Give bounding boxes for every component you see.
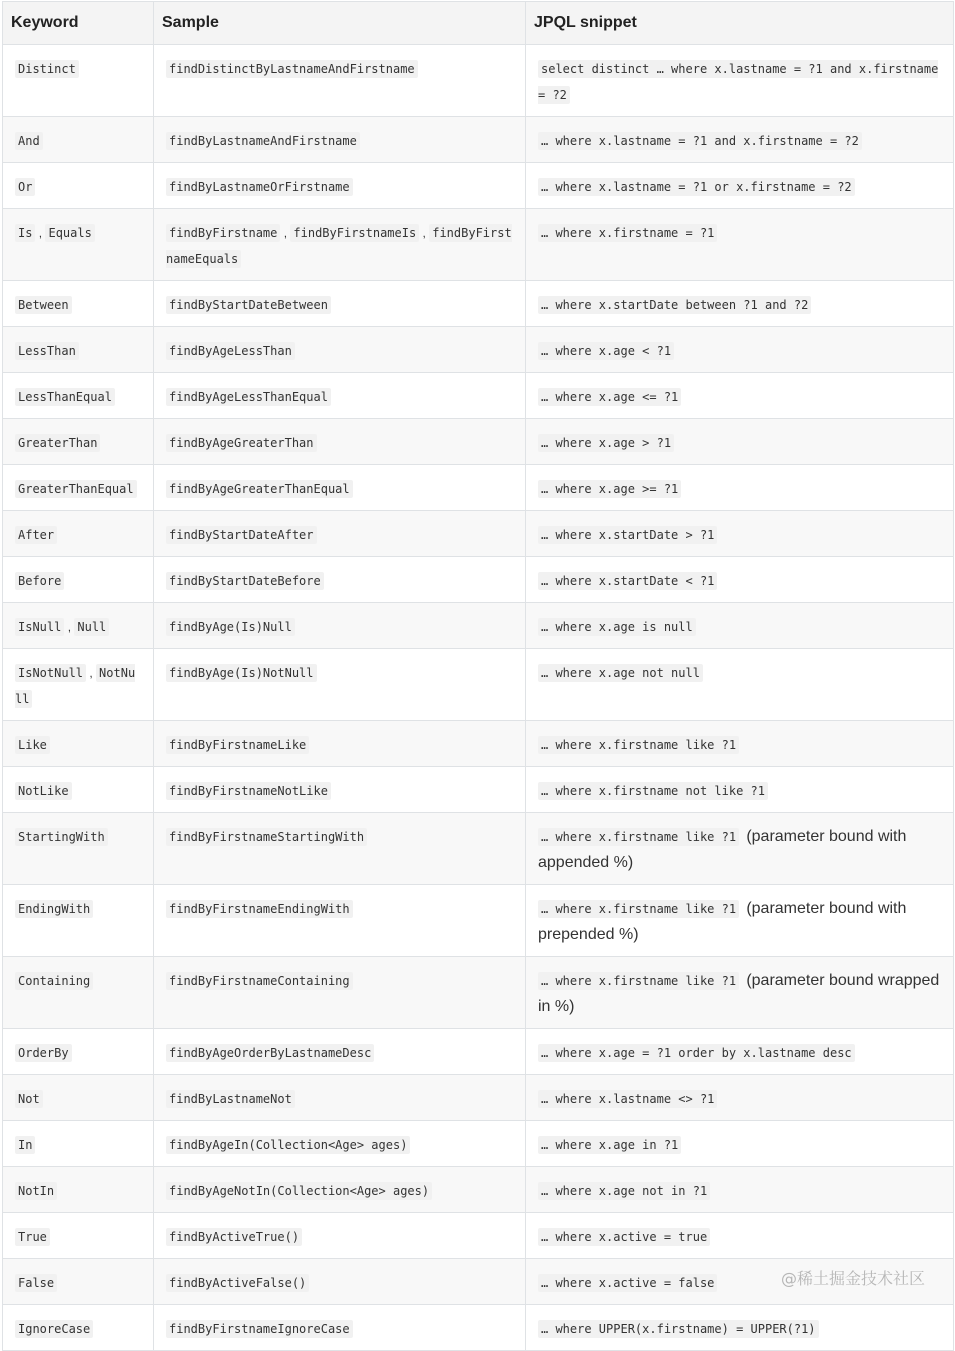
jpql-snippet-code: … where x.age is null: [538, 618, 696, 636]
sample-code: findByFirstnameEquals: [166, 226, 512, 266]
sample-code: findDistinctByLastnameAndFirstname: [166, 60, 418, 78]
keyword-code: GreaterThanEqual: [15, 480, 137, 498]
keyword-cell: [3, 163, 154, 209]
table-row: [3, 209, 954, 281]
keyword-code: Equals: [45, 224, 94, 242]
sample-code: findByFirstnameIgnoreCase: [166, 1320, 353, 1338]
keyword-code: Is: [15, 224, 35, 242]
table-row: [3, 1167, 954, 1213]
keyword-code: Distinct: [15, 60, 79, 78]
table-row: [3, 603, 954, 649]
keyword-cell: [3, 813, 154, 885]
jpql-snippet-cell: [526, 373, 954, 419]
keyword-code: Like: [15, 736, 50, 754]
keyword-cell: [3, 511, 154, 557]
table-row: [3, 885, 954, 957]
keyword-cell: [3, 327, 154, 373]
sample-code: findByStartDateBefore: [166, 572, 324, 590]
separator: ,: [86, 666, 97, 680]
table-row: [3, 957, 954, 1029]
jpql-snippet-code: … where x.firstname not like ?1: [538, 782, 768, 800]
jpql-snippet-code: … where x.active = false: [538, 1274, 717, 1292]
keyword-cell: [3, 603, 154, 649]
jpql-snippet-cell: [526, 649, 954, 721]
sample-code: findByAgeIn(Collection<Age> ages): [166, 1136, 410, 1154]
sample-cell: [154, 465, 526, 511]
keyword-cell: [3, 1075, 154, 1121]
jpql-snippet-code: … where x.age in ?1: [538, 1136, 681, 1154]
jpql-snippet-cell: [526, 1167, 954, 1213]
table-row: [3, 1075, 954, 1121]
table-row: [3, 721, 954, 767]
sample-code: findByFirstnameContaining: [166, 972, 353, 990]
keyword-code: OrderBy: [15, 1044, 72, 1062]
sample-code: findByFirstnameStartingWith: [166, 828, 367, 846]
sample-cell: [154, 767, 526, 813]
jpql-snippet-cell: [526, 163, 954, 209]
sample-cell: [154, 813, 526, 885]
sample-cell: [154, 1259, 526, 1305]
sample-cell: [154, 163, 526, 209]
keyword-code: Containing: [15, 972, 93, 990]
separator: ,: [280, 226, 291, 240]
jpql-snippet-cell: [526, 511, 954, 557]
table-row: [3, 465, 954, 511]
keyword-code: Not: [15, 1090, 43, 1108]
keyword-code: In: [15, 1136, 35, 1154]
keyword-code: LessThan: [15, 342, 79, 360]
jpql-snippet-code: … where x.age >= ?1: [538, 480, 681, 498]
table-row: [3, 1213, 954, 1259]
keyword-cell: [3, 419, 154, 465]
table-row: [3, 511, 954, 557]
jpql-snippet-code: select distinct … where x.lastname = ?1 and x.firstname = ?2: [538, 62, 939, 102]
keyword-cell: [3, 1305, 154, 1351]
keyword-cell: [3, 209, 154, 281]
table-row: [3, 373, 954, 419]
snippet-note: (parameter bound with prepended %): [538, 900, 907, 943]
keyword-cell: [3, 465, 154, 511]
sample-code: findByStartDateBetween: [166, 296, 331, 314]
table-row: [3, 1029, 954, 1075]
table-row: [3, 117, 954, 163]
keyword-cell: [3, 957, 154, 1029]
jpql-snippet-code: … where x.age < ?1: [538, 342, 674, 360]
sample-code: findByFirstnameLike: [166, 736, 309, 754]
keyword-code: And: [15, 132, 43, 150]
jpql-snippet-cell: [526, 603, 954, 649]
table-row: [3, 419, 954, 465]
table-row: [3, 767, 954, 813]
sample-cell: [154, 209, 526, 281]
keyword-cell: [3, 767, 154, 813]
jpql-snippet-code: … where x.age not in ?1: [538, 1182, 710, 1200]
keyword-cell: [3, 45, 154, 117]
sample-code: findByAge(Is)Null: [166, 618, 295, 636]
jpql-snippet-code: … where x.age not null: [538, 664, 703, 682]
keyword-code: IsNull: [15, 618, 64, 636]
jpql-snippet-cell: [526, 813, 954, 885]
table-body: [3, 45, 954, 1351]
jpql-snippet-code: … where x.lastname = ?1 or x.firstname = ?2: [538, 178, 855, 196]
keyword-code: Or: [15, 178, 35, 196]
sample-cell: [154, 117, 526, 163]
keyword-cell: [3, 281, 154, 327]
keyword-code: NotLike: [15, 782, 72, 800]
separator: ,: [64, 620, 75, 634]
keyword-code: GreaterThan: [15, 434, 100, 452]
keyword-cell: [3, 885, 154, 957]
jpql-snippet-cell: [526, 327, 954, 373]
sample-code: findByFirstnameNotLike: [166, 782, 331, 800]
keyword-code: NotNull: [15, 666, 136, 706]
sample-code: findByActiveTrue(): [166, 1228, 302, 1246]
jpql-snippet-cell: [526, 885, 954, 957]
keyword-code: LessThanEqual: [15, 388, 115, 406]
sample-code: findByLastnameAndFirstname: [166, 132, 360, 150]
sample-code: findByAgeLessThan: [166, 342, 295, 360]
separator: ,: [419, 226, 430, 240]
jpql-snippet-code: … where x.firstname like ?1: [538, 900, 739, 918]
sample-cell: [154, 885, 526, 957]
keyword-cell: [3, 1121, 154, 1167]
sample-code: findByFirstnameEndingWith: [166, 900, 353, 918]
sample-cell: [154, 721, 526, 767]
jpql-snippet-code: … where x.lastname = ?1 and x.firstname = ?2: [538, 132, 862, 150]
keyword-cell: [3, 117, 154, 163]
sample-cell: [154, 1121, 526, 1167]
jpql-snippet-cell: [526, 465, 954, 511]
keyword-cell: [3, 649, 154, 721]
table-row: [3, 45, 954, 117]
jpql-snippet-code: … where x.age > ?1: [538, 434, 674, 452]
keyword-cell: [3, 1259, 154, 1305]
keyword-code: IsNotNull: [15, 664, 86, 682]
jpql-snippet-code: … where UPPER(x.firstname) = UPPER(?1): [538, 1320, 819, 1338]
sample-code: findByAgeGreaterThan: [166, 434, 317, 452]
sample-cell: [154, 327, 526, 373]
sample-cell: [154, 1075, 526, 1121]
keyword-code: StartingWith: [15, 828, 108, 846]
sample-code: findByAgeGreaterThanEqual: [166, 480, 353, 498]
jpql-snippet-cell: [526, 45, 954, 117]
jpql-snippet-code: … where x.lastname <> ?1: [538, 1090, 717, 1108]
table-header-row: [3, 2, 954, 45]
sample-cell: [154, 957, 526, 1029]
jpql-snippet-cell: [526, 767, 954, 813]
sample-cell: [154, 649, 526, 721]
keyword-cell: [3, 1029, 154, 1075]
jpql-snippet-code: … where x.active = true: [538, 1228, 710, 1246]
jpql-snippet-code: … where x.startDate between ?1 and ?2: [538, 296, 811, 314]
sample-code: findByActiveFalse(): [166, 1274, 309, 1292]
sample-cell: [154, 373, 526, 419]
sample-code: findByAgeOrderByLastnameDesc: [166, 1044, 374, 1062]
watermark: @稀土掘金技术社区: [780, 1269, 925, 1288]
keyword-cell: [3, 373, 154, 419]
jpql-snippet-code: … where x.firstname like ?1: [538, 828, 739, 846]
sample-cell: [154, 1029, 526, 1075]
sample-code: findByAgeLessThanEqual: [166, 388, 331, 406]
sample-cell: [154, 1213, 526, 1259]
jpql-snippet-code: … where x.startDate > ?1: [538, 526, 717, 544]
keyword-code: Between: [15, 296, 72, 314]
table-row: [3, 1121, 954, 1167]
jpql-snippet-code: … where x.firstname = ?1: [538, 224, 717, 242]
jpql-snippet-code: … where x.firstname like ?1: [538, 736, 739, 754]
keyword-cell: [3, 557, 154, 603]
keyword-cell: [3, 1213, 154, 1259]
keyword-code: True: [15, 1228, 50, 1246]
keyword-cell: [3, 1167, 154, 1213]
header-keyword: Keyword: [3, 2, 154, 45]
sample-cell: [154, 557, 526, 603]
separator: ,: [35, 226, 46, 240]
jpql-snippet-cell: [526, 1075, 954, 1121]
keyword-code: Before: [15, 572, 64, 590]
jpql-snippet-cell: [526, 281, 954, 327]
jpql-snippet-cell: [526, 1213, 954, 1259]
jpql-snippet-cell: [526, 957, 954, 1029]
jpql-snippet-code: … where x.firstname like ?1: [538, 972, 739, 990]
table-row: [3, 557, 954, 603]
sample-cell: [154, 281, 526, 327]
table-row: [3, 1305, 954, 1351]
table-row: [3, 813, 954, 885]
jpql-snippet-cell: [526, 1029, 954, 1075]
keyword-code: NotIn: [15, 1182, 57, 1200]
jpql-snippet-code: … where x.age <= ?1: [538, 388, 681, 406]
sample-cell: [154, 419, 526, 465]
keyword-code: False: [15, 1274, 57, 1292]
jpql-snippet-code: … where x.startDate < ?1: [538, 572, 717, 590]
sample-code: findByFirstnameIs: [290, 224, 419, 242]
jpql-snippet-code: … where x.age = ?1 order by x.lastname desc: [538, 1044, 855, 1062]
keyword-code: After: [15, 526, 57, 544]
keyword-cell: [3, 721, 154, 767]
sample-code: findByAge(Is)NotNull: [166, 664, 317, 682]
header-sample: Sample: [154, 2, 526, 45]
table-row: [3, 163, 954, 209]
jpql-snippet-cell: [526, 419, 954, 465]
jpql-snippet-cell: [526, 557, 954, 603]
jpql-keyword-table: [2, 1, 954, 1351]
sample-cell: [154, 603, 526, 649]
sample-code: findByAgeNotIn(Collection<Age> ages): [166, 1182, 432, 1200]
sample-cell: [154, 511, 526, 557]
header-jpql-snippet: JPQL snippet: [526, 2, 954, 45]
keyword-code: IgnoreCase: [15, 1320, 93, 1338]
sample-cell: [154, 45, 526, 117]
jpql-snippet-cell: [526, 1121, 954, 1167]
table-row: [3, 327, 954, 373]
jpql-snippet-cell: [526, 1305, 954, 1351]
snippet-note: (parameter bound wrapped in %): [538, 972, 940, 1015]
table-row: [3, 281, 954, 327]
sample-code: findByLastnameNot: [166, 1090, 295, 1108]
sample-cell: [154, 1167, 526, 1213]
keyword-code: EndingWith: [15, 900, 93, 918]
jpql-snippet-cell: [526, 117, 954, 163]
keyword-code: Null: [74, 618, 109, 636]
sample-code: findByStartDateAfter: [166, 526, 317, 544]
sample-code: findByFirstname: [166, 224, 280, 242]
jpql-snippet-cell: [526, 209, 954, 281]
table-row: [3, 649, 954, 721]
sample-cell: [154, 1305, 526, 1351]
jpql-snippet-cell: [526, 721, 954, 767]
sample-code: findByLastnameOrFirstname: [166, 178, 353, 196]
snippet-note: (parameter bound with appended %): [538, 828, 907, 871]
